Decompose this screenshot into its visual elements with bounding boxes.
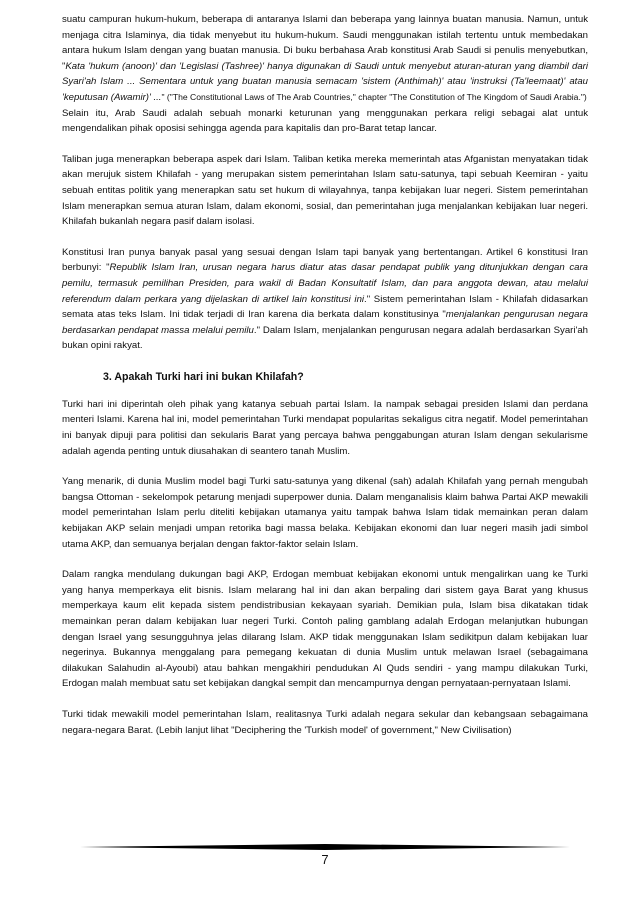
- footer-rule-line: [80, 844, 570, 850]
- paragraph-taliban: Taliban juga menerapkan beberapa aspek dari Islam. Taliban ketika mereka memerintah atas Afganistan menyatakan tidak akan merujuk sistem Khilafah - yang merupakan sistem pemerintahan Islam satu-satunya, tapi sebuah Keemiran - yaitu sebuah entitas politik yang menerapkan satu set hukum di wilayahnya, tanpa kebijakan luar negeri. Sistem pemerintahan Islam menerapkan semua aturan Islam, dalam ekonomi, sosial, dan pemerintahan juga menjalankan kebijakan luar negeri. Khilafah bukanlah negara pasif dalam isolasi.: [62, 153, 588, 228]
- paragraph-text: suatu campuran hukum-hukum, beberapa di antaranya Islami dan beberapa yang lainnya buatan manusia. Namun, untuk menjaga citra Islaminya, dia tidak menyebut itu hukum-hukum. Saudi menggunakan istilah tertentu untuk membedakan antara hukum Islam dengan yang buatan manusia. Di buku berbahasa Arab konstitusi Arab Saudi si penulis menyebutkan, ": [62, 14, 588, 72]
- paragraph-text: Konstitusi Iran punya banyak pasal yang sesuai dengan Islam tapi banyak yang bertentangan. Artikel 6 konstitusi Iran berbunyi: ": [62, 246, 588, 274]
- quotation-italic: Republik Islam Iran, urusan negara harus diatur atas dasar pendapat publik yang ditunjukkan dengan cara pemilu, termasuk pemilihan Presiden, para wakil di Badan Konsultatif Islam, dan para anggota dewan, atau melalui referendum dalam perkara yang dijelaskan di artikel lain konstitusi ini: [62, 262, 588, 305]
- page-footer: [62, 840, 588, 900]
- paragraph-text: ." Dalam Islam, menjalankan pengurusan negara adalah berdasarkan Syari'ah bukan opini rakyat.: [62, 324, 589, 352]
- page-number: 7: [321, 852, 329, 867]
- section-heading: 3. Apakah Turki hari ini bukan Khilafah?: [103, 370, 304, 383]
- paragraph-turkey-akp: Yang menarik, di dunia Muslim model bagi Turki satu-satunya yang dikenal (sah) adalah Khilafah yang pernah mengubah bangsa Ottoman - sekelompok petarung menjadi superpower dunia. Dalam menganalisis klaim bahwa Partai AKP mewakili model pemerintahan Islam perlu diteliti kebijakan utamanya yaitu tampak bahwa Islam tidak memainkan peran dalam kebijakan AKP selain menjadi umpan retorika bagi massa belaka. Kebijakan ekonomi dan luar negeri masih jadi simbol utama AKP, dan semuanya berjalan dengan faktor-faktor selain Islam.: [62, 476, 588, 550]
- quotation-italic: menjalankan pengurusan negara berdasarkan pendapat massa melalui pemilu: [62, 309, 589, 336]
- paragraph-text: ." Sistem pemerintahan Islam - Khilafah didasarkan semata atas teks Islam. Ini tidak terjadi di Iran karena dia berkata dalam konstitusinya ": [62, 293, 588, 321]
- citation-text: " ("The Constitutional Laws of The Arab Countries," chapter "The Constitution of The Kingdom of Saudi Arabia."): [161, 91, 587, 102]
- footer-rule: [80, 844, 570, 850]
- paragraph-iran: [62, 245, 588, 354]
- paragraph-saudi-monarchy: Selain itu, Arab Saudi adalah sebuah monarki keturunan yang menggunakan perkara religi sebagai alat untuk mengendalikan pihak oposisi sehingga agenda para kapitalis dan pro-Barat tetap lancar.: [62, 107, 588, 135]
- paragraph-saudi-laws: [62, 12, 588, 106]
- quotation-italic: Kata 'hukum (anoon)' dan 'Legislasi (Tashree)' hanya digunakan di Saudi untuk menyebut aturan-aturan yang diambil dari Syari'ah Islam ... Sementara untuk yang buatan manusia semacam 'sistem (Anthimah)' atau 'instruksi (Ta'leemaat)' atau 'keputusan (Awamir)' ...: [62, 60, 588, 103]
- paragraph-turkey-erdogan: Dalam rangka mendulang dukungan bagi AKP, Erdogan membuat kebijakan ekonomi untuk mengalirkan uang ke Turki yang hanya memperkaya elit bisnis. Islam melarang hal ini dan akan berpaling dari sistem gaya Barat yang khusus memperkaya kaum elit kepada sistem pendistribusian kekayaan syariah. Demikian pula, Islam bisa dikatakan tidak memainkan peran dalam kebijakan luar negeri Turki. Contoh paling gamblang adalah Erdogan melanjutkan hubungan dengan Israel yang sesungguhnya jelas dilarang Islam. AKP tidak menggunakan Islam sedikitpun dalam kebijakan luar negerinya. Bukannya menggalang para pemegang kekuatan di dunia Muslim untuk melawan Israel (sebagaimana dilakukan Salahudin al-Ayoubi) atau bahkan mengakhiri pendudukan Al Quds sendiri - yang mampu dilakukan Turki, Erdogan malah membuat satu set kebijakan dangkal sempit dan mencampurnya dengan pernyataan-pernyataan Islami.: [62, 569, 588, 690]
- paragraph-turkey-conclusion: Turki tidak mewakili model pemerintahan Islam, realitasnya Turki adalah negara sekular dan kebangsaan sebagaimana negara-negara Barat. (Lebih lanjut lihat "Deciphering the 'Turkish model' of government," New Civilisation): [62, 708, 588, 736]
- document-body: [62, 12, 588, 753]
- paragraph-turkey-intro: Turki hari ini diperintah oleh pihak yang katanya sebuah partai Islam. Ia nampak sebagai presiden Islami dan perdana menteri Islami. Karena hal ini, model pemerintahan Turki mendapat popularitas sekaligus citra negatif. Model pemerintahan ini banyak dipuji para politisi dan sekularis Barat yang percaya bahwa penggabungan aturan Islam dengan sekularisme adalah agenda penting untuk diusahakan di seantero tanah Muslim.: [62, 398, 588, 457]
